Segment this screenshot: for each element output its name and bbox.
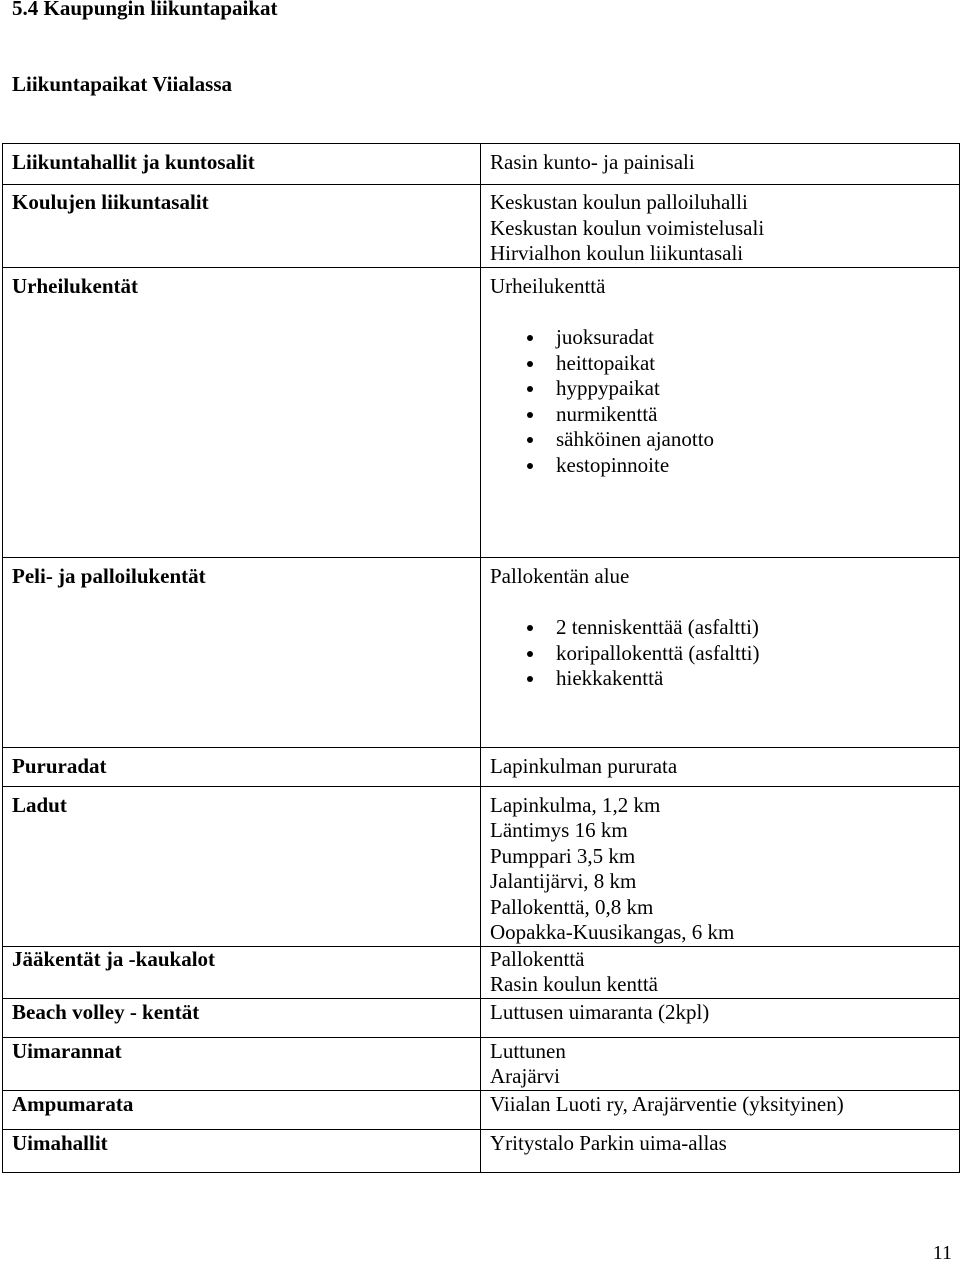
category-label: Liikuntahallit ja kuntosalit xyxy=(12,150,255,174)
detail-line: Pumppari 3,5 km xyxy=(490,843,636,868)
detail-line: Urheilukenttä xyxy=(490,273,606,298)
category-label: Pururadat xyxy=(12,753,107,778)
detail-line: Luttunen xyxy=(490,1038,566,1063)
detail-line: Hirvialhon koulun liikuntasali xyxy=(490,241,744,265)
category-label: Ladut xyxy=(12,792,67,817)
detail-line: Arajärvi xyxy=(490,1064,560,1088)
category-label: Koulujen liikuntasalit xyxy=(12,190,209,214)
category-cell xyxy=(3,1090,481,1129)
document-subtitle: Liikuntapaikat Viialassa xyxy=(12,72,232,96)
bullet-item: koripallokenttä (asfaltti) xyxy=(490,641,951,667)
category-label: Ampumarata xyxy=(12,1091,134,1116)
facilities-table xyxy=(2,143,960,1173)
detail-line: Luttusen uimaranta (2kpl) xyxy=(490,999,710,1024)
details-cell xyxy=(481,786,960,946)
table-row xyxy=(3,185,960,268)
category-cell xyxy=(3,557,481,747)
details-cell xyxy=(481,1090,960,1129)
details-cell xyxy=(481,557,960,747)
table-row xyxy=(3,1037,960,1090)
details-cell xyxy=(481,1129,960,1172)
details-cell xyxy=(481,144,960,185)
category-cell xyxy=(3,1037,481,1090)
detail-line: Pallokenttä, 0,8 km xyxy=(490,894,654,919)
section-title: 5.4 Kaupungin liikuntapaikat xyxy=(12,0,278,20)
category-cell xyxy=(3,267,481,557)
category-cell xyxy=(3,998,481,1037)
category-cell xyxy=(3,786,481,946)
category-label: Peli- ja palloilukentät xyxy=(12,563,206,588)
bullet-item: hyppypaikat xyxy=(490,376,951,402)
bullet-item: juoksuradat xyxy=(490,325,951,351)
bullet-item: 2 tenniskenttää (asfaltti) xyxy=(490,615,951,641)
bullet-item: heittopaikat xyxy=(490,351,951,377)
table-row xyxy=(3,786,960,946)
detail-line: Yritystalo Parkin uima-allas xyxy=(490,1130,727,1155)
category-cell xyxy=(3,747,481,786)
category-cell xyxy=(3,185,481,268)
detail-line: Läntimys 16 km xyxy=(490,818,628,842)
category-cell xyxy=(3,946,481,998)
category-label: Urheilukentät xyxy=(12,273,138,298)
details-cell xyxy=(481,946,960,998)
bullet-list xyxy=(490,615,951,692)
detail-line: Viialan Luoti ry, Arajärventie (yksityinen) xyxy=(490,1091,844,1116)
table-row xyxy=(3,557,960,747)
detail-line: Rasin koulun kenttä xyxy=(490,972,658,996)
bullet-list xyxy=(490,325,951,478)
category-label: Jääkentät ja -kaukalot xyxy=(12,946,216,971)
details-cell xyxy=(481,747,960,786)
page-number: 11 xyxy=(932,1242,952,1264)
details-cell xyxy=(481,998,960,1037)
detail-line: Pallokentän alue xyxy=(490,563,630,588)
detail-line: Keskustan koulun palloiluhalli xyxy=(490,190,748,214)
category-label: Uimarannat xyxy=(12,1038,122,1063)
bullet-item: nurmikenttä xyxy=(490,402,951,428)
category-label: Uimahallit xyxy=(12,1130,108,1155)
detail-line: Rasin kunto- ja painisali xyxy=(490,150,695,174)
table-row xyxy=(3,747,960,786)
category-cell xyxy=(3,144,481,185)
detail-line: Oopakka-Kuusikangas, 6 km xyxy=(490,920,735,944)
detail-line: Lapinkulman pururata xyxy=(490,753,678,778)
detail-line: Jalantijärvi, 8 km xyxy=(490,869,637,893)
table-row xyxy=(3,1129,960,1172)
detail-line: Keskustan koulun voimistelusali xyxy=(490,215,765,240)
detail-line: Pallokenttä xyxy=(490,946,585,971)
bullet-item: hiekkakenttä xyxy=(490,666,951,692)
details-cell xyxy=(481,267,960,557)
detail-line: Lapinkulma, 1,2 km xyxy=(490,792,661,817)
table-row xyxy=(3,267,960,557)
table-row xyxy=(3,144,960,185)
details-cell xyxy=(481,1037,960,1090)
bullet-item: sähköinen ajanotto xyxy=(490,427,951,453)
table-row xyxy=(3,998,960,1037)
bullet-item: kestopinnoite xyxy=(490,453,951,479)
category-label: Beach volley - kentät xyxy=(12,999,200,1024)
table-row xyxy=(3,946,960,998)
table-row xyxy=(3,1090,960,1129)
details-cell xyxy=(481,185,960,268)
category-cell xyxy=(3,1129,481,1172)
